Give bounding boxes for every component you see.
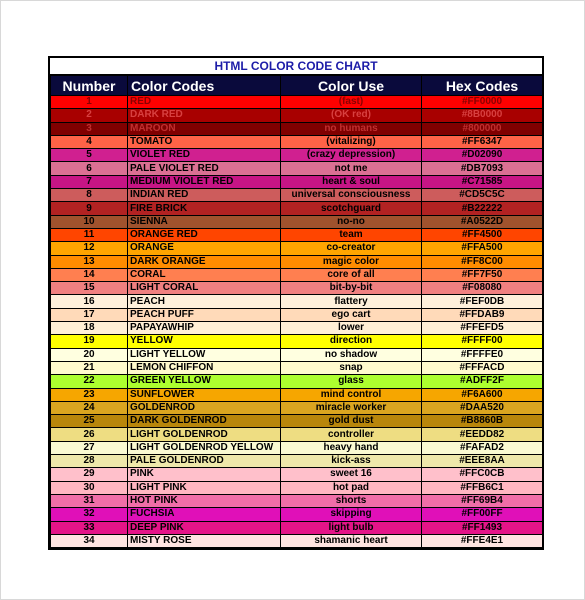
row-number: 1: [51, 96, 128, 109]
row-hex-code: #FF4500: [422, 228, 543, 241]
row-number: 34: [51, 534, 128, 547]
chart-title: HTML COLOR CODE CHART: [50, 58, 542, 75]
table-row: [51, 109, 543, 122]
row-color-name: DARK ORANGE: [128, 255, 281, 268]
table-row: [51, 481, 543, 494]
table-row: [51, 468, 543, 481]
row-hex-code: #FAFAD2: [422, 441, 543, 454]
row-color-use: core of all: [281, 268, 422, 281]
row-color-name: CORAL: [128, 268, 281, 281]
row-color-name: HOT PINK: [128, 494, 281, 507]
table-row: [51, 521, 543, 534]
row-color-use: (crazy depression): [281, 149, 422, 162]
table-row: [51, 268, 543, 281]
header-color-codes: Color Codes: [128, 76, 281, 96]
row-color-use: (OK red): [281, 109, 422, 122]
row-number: 28: [51, 455, 128, 468]
row-color-use: no shadow: [281, 348, 422, 361]
row-color-use: lower: [281, 322, 422, 335]
row-hex-code: #C71585: [422, 175, 543, 188]
row-number: 13: [51, 255, 128, 268]
row-number: 17: [51, 308, 128, 321]
row-color-name: GREEN YELLOW: [128, 375, 281, 388]
color-code-chart: [48, 56, 544, 550]
row-number: 29: [51, 468, 128, 481]
row-color-name: LEMON CHIFFON: [128, 361, 281, 374]
table-row: [51, 508, 543, 521]
row-number: 25: [51, 415, 128, 428]
row-number: 8: [51, 189, 128, 202]
row-hex-code: #EEE8AA: [422, 455, 543, 468]
table-row: [51, 189, 543, 202]
row-color-use: shamanic heart: [281, 534, 422, 547]
row-hex-code: #D02090: [422, 149, 543, 162]
row-color-use: heart & soul: [281, 175, 422, 188]
row-number: 19: [51, 335, 128, 348]
row-number: 15: [51, 282, 128, 295]
table-row: [51, 149, 543, 162]
row-color-use: flattery: [281, 295, 422, 308]
row-hex-code: #EEDD82: [422, 428, 543, 441]
row-number: 10: [51, 215, 128, 228]
row-hex-code: #B8860B: [422, 415, 543, 428]
row-color-name: PINK: [128, 468, 281, 481]
row-color-name: LIGHT PINK: [128, 481, 281, 494]
table-row: [51, 308, 543, 321]
row-number: 12: [51, 242, 128, 255]
row-color-name: DARK RED: [128, 109, 281, 122]
table-row: [51, 215, 543, 228]
table-row: [51, 455, 543, 468]
row-number: 11: [51, 228, 128, 241]
row-color-use: ego cart: [281, 308, 422, 321]
table-row: [51, 401, 543, 414]
row-hex-code: #FFA500: [422, 242, 543, 255]
row-color-use: controller: [281, 428, 422, 441]
table-row: [51, 282, 543, 295]
row-number: 22: [51, 375, 128, 388]
row-color-use: co-creator: [281, 242, 422, 255]
row-hex-code: #FEF0DB: [422, 295, 543, 308]
row-color-name: PEACH: [128, 295, 281, 308]
table-row: [51, 175, 543, 188]
row-hex-code: #FF7F50: [422, 268, 543, 281]
row-color-use: not me: [281, 162, 422, 175]
row-color-use: skipping: [281, 508, 422, 521]
row-hex-code: #FF69B4: [422, 494, 543, 507]
row-number: 5: [51, 149, 128, 162]
table-row: [51, 361, 543, 374]
row-color-use: no humans: [281, 122, 422, 135]
row-color-use: universal consciousness: [281, 189, 422, 202]
row-hex-code: #FF00FF: [422, 508, 543, 521]
row-number: 2: [51, 109, 128, 122]
table-row: [51, 494, 543, 507]
row-color-use: mind control: [281, 388, 422, 401]
row-number: 26: [51, 428, 128, 441]
row-color-name: RED: [128, 96, 281, 109]
row-color-name: PALE VIOLET RED: [128, 162, 281, 175]
row-color-use: team: [281, 228, 422, 241]
row-color-use: magic color: [281, 255, 422, 268]
row-number: 31: [51, 494, 128, 507]
row-number: 20: [51, 348, 128, 361]
row-color-use: shorts: [281, 494, 422, 507]
row-number: 18: [51, 322, 128, 335]
table-row: [51, 122, 543, 135]
row-number: 7: [51, 175, 128, 188]
table-row: [51, 388, 543, 401]
row-hex-code: #FFC0CB: [422, 468, 543, 481]
row-color-name: YELLOW: [128, 335, 281, 348]
row-hex-code: #FFEFD5: [422, 322, 543, 335]
table-row: [51, 441, 543, 454]
row-number: 33: [51, 521, 128, 534]
row-color-use: (vitalizing): [281, 135, 422, 148]
row-color-name: SUNFLOWER: [128, 388, 281, 401]
row-color-name: MISTY ROSE: [128, 534, 281, 547]
row-color-name: PALE GOLDENROD: [128, 455, 281, 468]
row-number: 16: [51, 295, 128, 308]
table-row: [51, 295, 543, 308]
table-row: [51, 335, 543, 348]
row-color-name: TOMATO: [128, 135, 281, 148]
row-hex-code: #8B0000: [422, 109, 543, 122]
table-row: [51, 348, 543, 361]
row-color-name: LIGHT GOLDENROD: [128, 428, 281, 441]
row-color-use: snap: [281, 361, 422, 374]
row-hex-code: #800000: [422, 122, 543, 135]
row-hex-code: #A0522D: [422, 215, 543, 228]
row-color-use: kick-ass: [281, 455, 422, 468]
table-row: [51, 534, 543, 547]
row-color-name: PEACH PUFF: [128, 308, 281, 321]
color-table: [50, 75, 543, 548]
row-color-name: DARK GOLDENROD: [128, 415, 281, 428]
row-hex-code: #B22222: [422, 202, 543, 215]
header-hex-codes: Hex Codes: [422, 76, 543, 96]
row-number: 32: [51, 508, 128, 521]
row-number: 27: [51, 441, 128, 454]
row-hex-code: #FFDAB9: [422, 308, 543, 321]
row-hex-code: #DB7093: [422, 162, 543, 175]
row-color-use: glass: [281, 375, 422, 388]
row-color-use: heavy hand: [281, 441, 422, 454]
row-color-name: FIRE BRICK: [128, 202, 281, 215]
row-hex-code: #ADFF2F: [422, 375, 543, 388]
row-hex-code: #FFE4E1: [422, 534, 543, 547]
table-row: [51, 242, 543, 255]
row-hex-code: #FFFFE0: [422, 348, 543, 361]
row-hex-code: #FF1493: [422, 521, 543, 534]
row-color-use: no-no: [281, 215, 422, 228]
row-number: 9: [51, 202, 128, 215]
table-row: [51, 375, 543, 388]
row-color-use: hot pad: [281, 481, 422, 494]
header-number: Number: [51, 76, 128, 96]
row-number: 4: [51, 135, 128, 148]
table-row: [51, 255, 543, 268]
header-color-use: Color Use: [281, 76, 422, 96]
row-color-name: ORANGE RED: [128, 228, 281, 241]
table-row: [51, 202, 543, 215]
row-number: 23: [51, 388, 128, 401]
row-color-name: ORANGE: [128, 242, 281, 255]
row-color-name: MEDIUM VIOLET RED: [128, 175, 281, 188]
row-color-name: MAROON: [128, 122, 281, 135]
row-color-use: miracle worker: [281, 401, 422, 414]
row-color-name: PAPAYAWHIP: [128, 322, 281, 335]
table-row: [51, 162, 543, 175]
row-color-use: sweet 16: [281, 468, 422, 481]
table-row: [51, 428, 543, 441]
row-hex-code: #CD5C5C: [422, 189, 543, 202]
table-row: [51, 96, 543, 109]
row-color-name: GOLDENROD: [128, 401, 281, 414]
row-color-name: DEEP PINK: [128, 521, 281, 534]
row-hex-code: #FF6347: [422, 135, 543, 148]
row-color-name: LIGHT YELLOW: [128, 348, 281, 361]
row-number: 6: [51, 162, 128, 175]
row-hex-code: #DAA520: [422, 401, 543, 414]
row-number: 21: [51, 361, 128, 374]
row-hex-code: #F08080: [422, 282, 543, 295]
row-hex-code: #F6A600: [422, 388, 543, 401]
row-number: 30: [51, 481, 128, 494]
table-body: [51, 96, 543, 548]
table-row: [51, 135, 543, 148]
row-hex-code: #FF8C00: [422, 255, 543, 268]
row-hex-code: #FF0000: [422, 96, 543, 109]
row-color-name: FUCHSIA: [128, 508, 281, 521]
row-color-name: LIGHT GOLDENROD YELLOW: [128, 441, 281, 454]
row-color-use: light bulb: [281, 521, 422, 534]
row-number: 3: [51, 122, 128, 135]
row-color-name: INDIAN RED: [128, 189, 281, 202]
row-color-use: scotchguard: [281, 202, 422, 215]
row-color-name: LIGHT CORAL: [128, 282, 281, 295]
table-row: [51, 228, 543, 241]
row-hex-code: #FFFACD: [422, 361, 543, 374]
row-color-use: direction: [281, 335, 422, 348]
row-hex-code: #FFFF00: [422, 335, 543, 348]
row-color-use: bit-by-bit: [281, 282, 422, 295]
row-color-use: (fast): [281, 96, 422, 109]
row-color-name: VIOLET RED: [128, 149, 281, 162]
row-color-name: SIENNA: [128, 215, 281, 228]
row-number: 24: [51, 401, 128, 414]
table-row: [51, 415, 543, 428]
row-color-use: gold dust: [281, 415, 422, 428]
row-number: 14: [51, 268, 128, 281]
table-row: [51, 322, 543, 335]
row-hex-code: #FFB6C1: [422, 481, 543, 494]
table-header-row: [51, 76, 543, 96]
